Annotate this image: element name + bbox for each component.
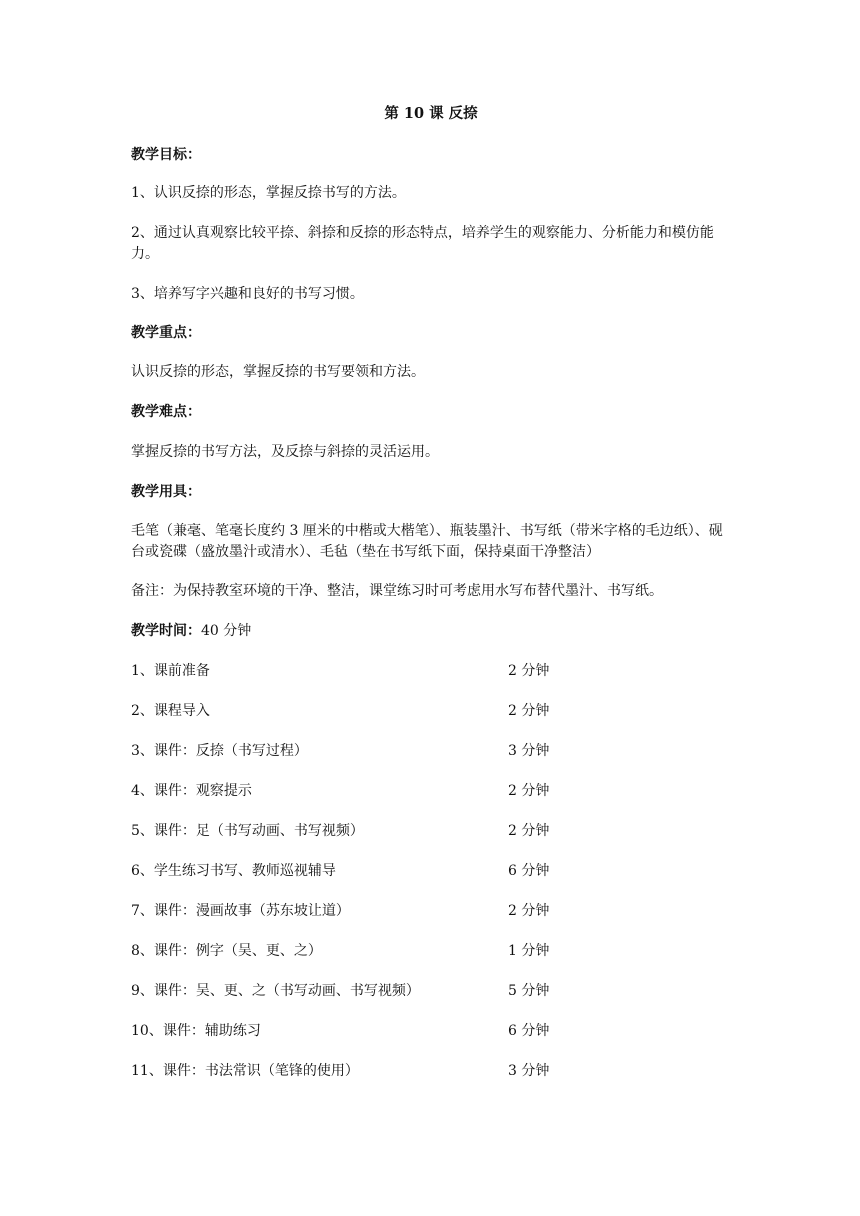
difficulties-heading: 教学难点： <box>131 404 201 420</box>
time-heading: 教学时间： <box>131 623 201 639</box>
page-title: 第 10 课 反捺 <box>384 105 478 122</box>
schedule-item: 2、课程导入 <box>131 703 210 719</box>
key-points-text: 认识反捺的形态，掌握反捺的书写要领和方法。 <box>131 364 425 380</box>
schedule-time: 2 分钟 <box>508 703 550 719</box>
schedule-row <box>131 981 741 1001</box>
schedule-row <box>131 1021 741 1041</box>
schedule-row <box>131 741 741 761</box>
schedule-row <box>131 821 741 841</box>
schedule-time: 2 分钟 <box>508 663 550 679</box>
schedule-time: 3 分钟 <box>508 743 550 759</box>
schedule-row <box>131 661 741 681</box>
schedule-item: 8、课件：例字（吴、更、之） <box>131 943 322 959</box>
schedule-row <box>131 781 741 801</box>
schedule-time: 6 分钟 <box>508 863 550 879</box>
schedule-item: 3、课件：反捺（书写过程） <box>131 743 308 759</box>
goal-item-2: 2、通过认真观察比较平捺、斜捺和反捺的形态特点，培养学生的观察能力、分析能力和模仿能力。 <box>131 225 714 262</box>
schedule-row <box>131 901 741 921</box>
schedule-item: 1、课前准备 <box>131 663 210 679</box>
schedule-item: 11、课件：书法常识（笔锋的使用） <box>131 1063 359 1079</box>
schedule-item: 7、课件：漫画故事（苏东坡让道） <box>131 903 350 919</box>
schedule-row <box>131 941 741 961</box>
schedule-time: 1 分钟 <box>508 943 550 959</box>
schedule-row <box>131 701 741 721</box>
tools-heading: 教学用具： <box>131 484 201 500</box>
schedule-item: 10、课件：辅助练习 <box>131 1023 261 1039</box>
key-points-heading: 教学重点： <box>131 325 201 341</box>
schedule-time: 2 分钟 <box>508 903 550 919</box>
schedule-item: 5、课件：足（书写动画、书写视频） <box>131 823 364 839</box>
difficulties-text: 掌握反捺的书写方法，及反捺与斜捺的灵活运用。 <box>131 444 439 460</box>
tools-text: 毛笔（兼毫、笔毫长度约 3 厘米的中楷或大楷笔）、瓶装墨汁、书写纸（带米字格的毛边纸）、砚台或瓷碟（盛放墨汁或清水）、毛毡（垫在书写纸下面，保持桌面干净整洁） <box>131 523 723 560</box>
schedule-time: 6 分钟 <box>508 1023 550 1039</box>
time-total: 40 分钟 <box>201 623 252 639</box>
tools-note: 备注：为保持教室环境的干净、整洁，课堂练习时可考虑用水写布替代墨汁、书写纸。 <box>131 583 663 599</box>
goal-item-3: 3、培养写字兴趣和良好的书写习惯。 <box>131 286 364 302</box>
schedule-row <box>131 861 741 881</box>
schedule-time: 2 分钟 <box>508 783 550 799</box>
goals-heading: 教学目标： <box>131 147 201 163</box>
schedule-item: 4、课件：观察提示 <box>131 783 252 799</box>
schedule-item: 6、学生练习书写、教师巡视辅导 <box>131 863 336 879</box>
schedule-time: 3 分钟 <box>508 1063 550 1079</box>
schedule-time: 5 分钟 <box>508 983 550 999</box>
goal-item-1: 1、认识反捺的形态，掌握反捺书写的方法。 <box>131 185 406 201</box>
schedule-time: 2 分钟 <box>508 823 550 839</box>
time-line <box>131 621 251 641</box>
schedule-item: 9、课件：吴、更、之（书写动画、书写视频） <box>131 983 420 999</box>
schedule-row <box>131 1061 741 1081</box>
